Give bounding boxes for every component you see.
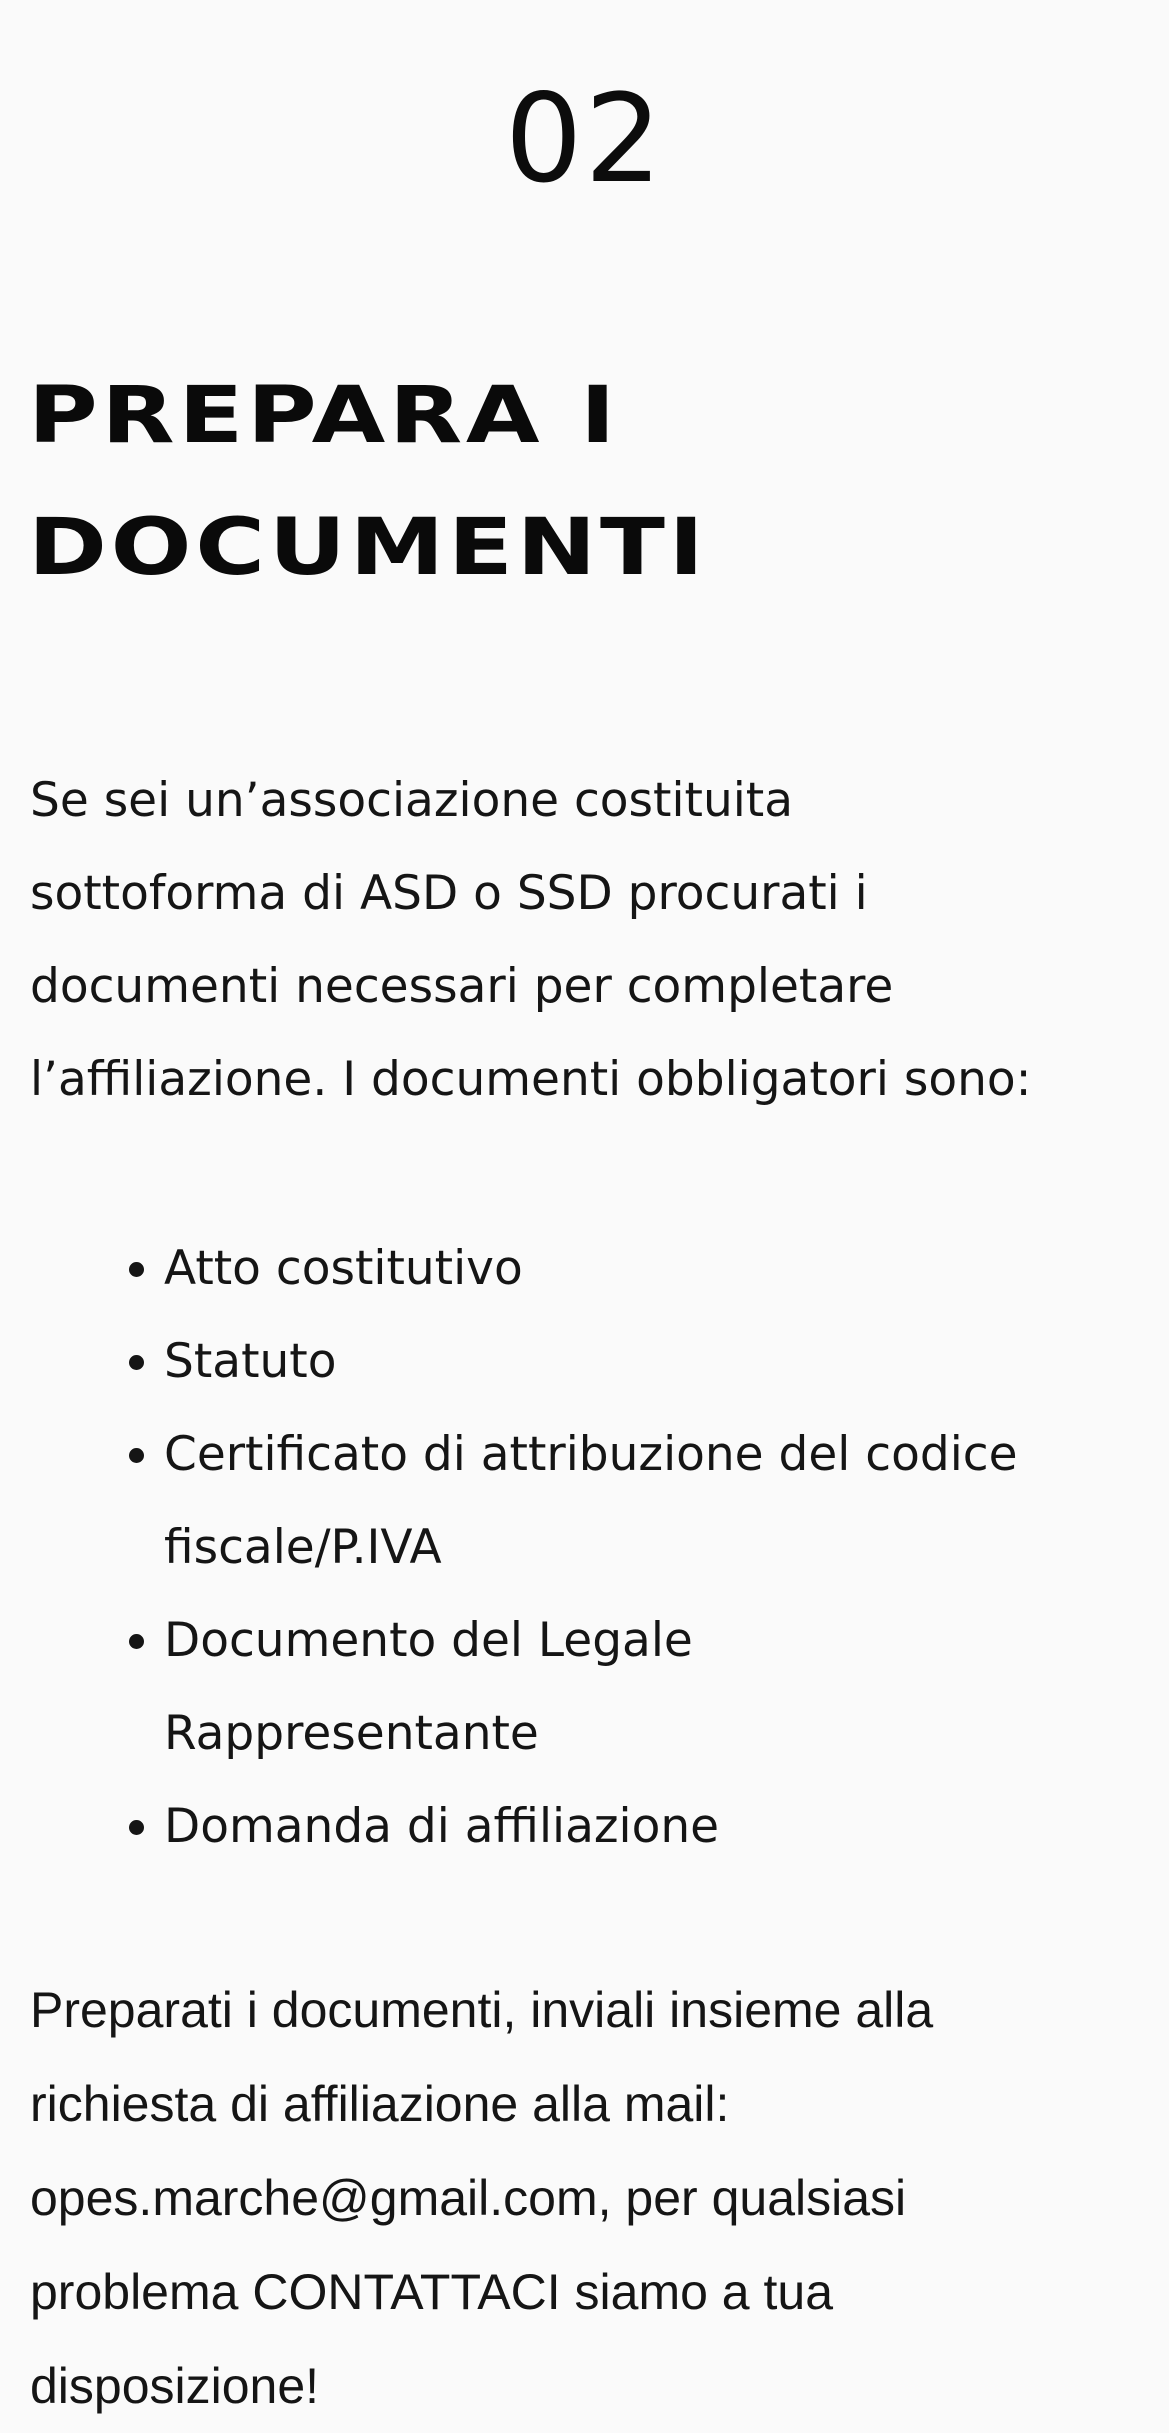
intro-paragraph [30,754,1150,1126]
list-item-statuto [30,1315,1130,1408]
list-item-atto-costitutivo [30,1222,1130,1315]
outro-line: Preparati i documenti, inviali insieme alla [30,1982,934,2038]
step-number: 02 [504,68,665,210]
list-item-documento-legale [30,1594,1130,1780]
outro-line [30,2151,1150,2245]
intro-line: Se sei un’associazione costituita [30,773,794,828]
outro-line-rest: , per qualsiasi [597,2170,907,2226]
list-item-text: Certificato di attribuzione del codice [164,1427,1018,1482]
list-item-text-continued: fiscale/P.IVA [164,1520,442,1575]
intro-line: l’affiliazione. I documenti obbligatori sono: [30,1052,1032,1107]
email-address[interactable]: opes.marche@gmail.com [30,2170,598,2226]
list-item-domanda-affiliazione [30,1780,1130,1873]
section-heading [28,350,708,614]
list-item-text: Domanda di affiliazione [164,1799,720,1854]
outro-line: richiesta di affiliazione alla mail: [30,2076,730,2132]
required-documents-list [30,1222,1130,1873]
list-item-text: Statuto [164,1334,337,1389]
intro-line: documenti necessari per completare [30,959,894,1014]
list-item-text: Documento del Legale [164,1613,693,1668]
outro-line: problema CONTATTACI siamo a tua [30,2264,834,2320]
outro-paragraph [30,1963,1150,2433]
heading-line-1: PREPARA I [28,371,620,461]
outro-line: disposizione! [30,2358,320,2414]
list-item-text-continued: Rappresentante [164,1706,539,1761]
list-item-certificato [30,1408,1130,1594]
heading-line-2: DOCUMENTI [28,503,708,593]
intro-line: sottoforma di ASD o SSD procurati i [30,866,868,921]
list-item-text: Atto costitutivo [164,1241,523,1296]
